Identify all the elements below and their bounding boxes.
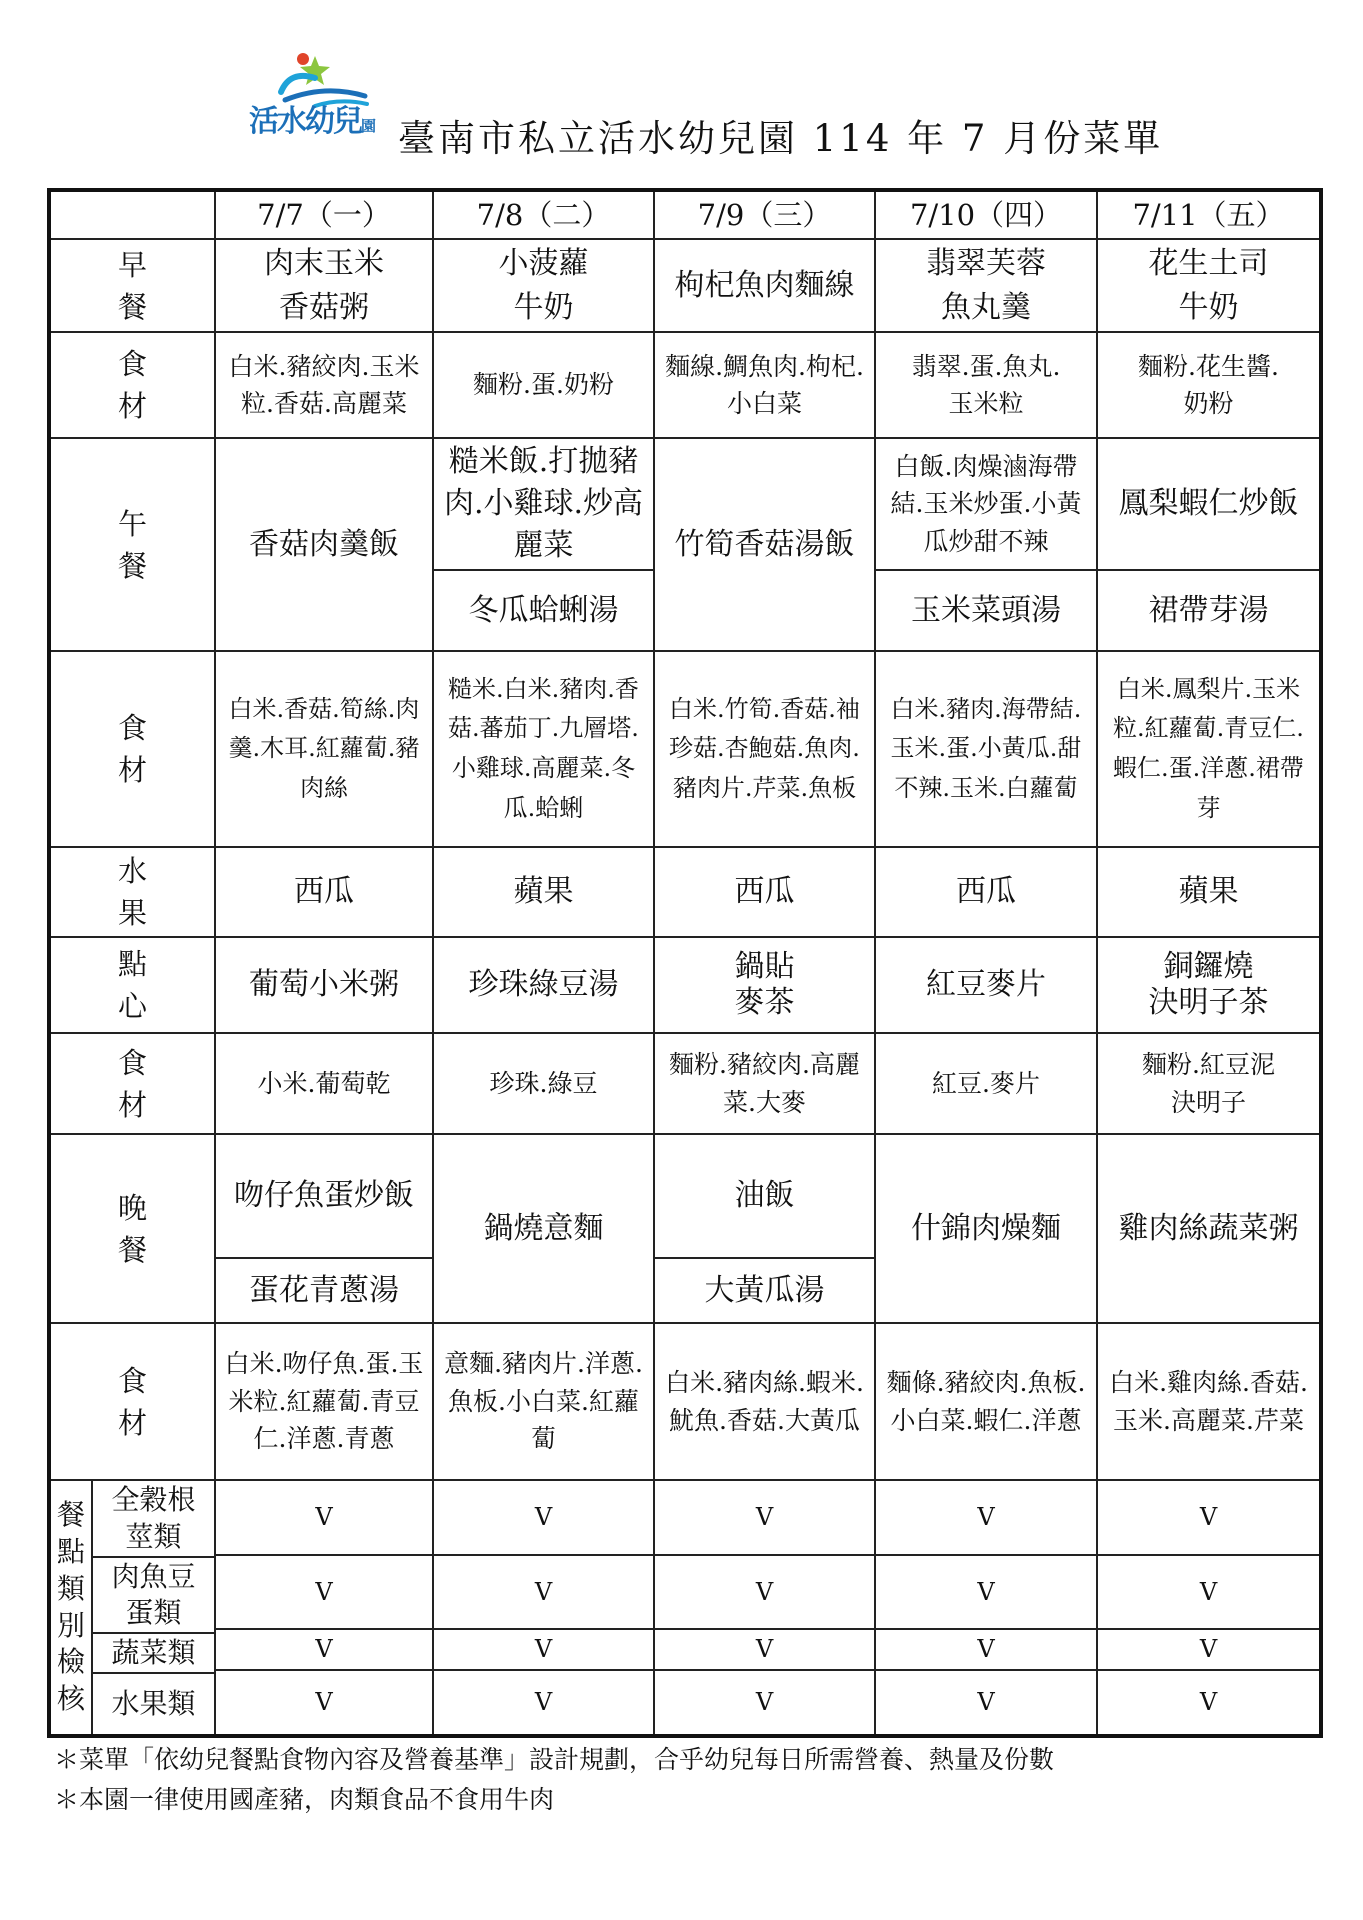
check-group-label [51,1481,93,1734]
footnote-pork: ＊本園一律使用國產豬，肉類食品不食用牛肉 [54,1785,555,1814]
ingredient-list: 麵條.豬絞肉.魚板.小白菜.蝦仁.洋蔥 [875,1323,1097,1480]
ingredient-list: 麵粉.豬絞肉.高麗菜.大麥 [654,1033,875,1134]
check-section-label [49,1480,215,1736]
snack-item: 銅鑼燒 決明子茶 [1097,937,1321,1033]
breakfast-row [49,239,1321,332]
ingredient-list: 白米.豬絞肉.玉米粒.香菇.高麗菜 [215,332,433,438]
lunch-soup: 玉米菜頭湯 [875,570,1097,651]
snack-item: 葡萄小米粥 [215,937,433,1033]
ingredient-list: 白米.豬肉.海帶結.玉米.蛋.小黃瓜.甜不辣.玉米.白蘿蔔 [875,651,1097,847]
ingredient-list: 麵粉.花生醬. 奶粉 [1097,332,1321,438]
check-row-veg [49,1629,1321,1670]
day-header: 7/10（四） [875,190,1097,239]
lunch-main-row [49,438,1321,570]
check-row-protein [49,1555,1321,1629]
check-label-protein: 肉魚豆 蛋類 [93,1558,214,1634]
check-mark: V [215,1629,433,1670]
check-mark: V [433,1555,654,1629]
check-mark: V [215,1670,433,1736]
check-label-veg: 蔬菜類 [93,1634,214,1674]
snack-item: 珍珠綠豆湯 [433,937,654,1033]
fruit-row [49,847,1321,937]
check-group-text: 餐點類別檢核 [56,1497,85,1716]
dinner-soup: 大黃瓜湯 [654,1258,875,1323]
breakfast-item: 翡翠芙蓉 魚丸羹 [875,239,1097,332]
logo-text: 活水幼兒園 [249,104,377,139]
day-header: 7/7（一） [215,190,433,239]
check-label-fruit: 水果類 [111,1686,196,1720]
dinner-soup: 蛋花青蔥湯 [215,1258,433,1323]
dinner-main-dish: 油飯 [654,1134,875,1258]
check-mark: V [654,1555,875,1629]
kindergarten-logo [245,52,385,144]
row-label-ingredients: 食 材 [49,332,215,438]
check-mark: V [654,1480,875,1555]
lunch-item: 竹筍香菇湯飯 [654,438,875,651]
check-mark: V [875,1480,1097,1555]
row-label-snack: 點 心 [49,937,215,1033]
fruit-item: 西瓜 [654,847,875,937]
dinner-item: 什錦肉燥麵 [875,1134,1097,1323]
ingredient-list: 麵粉.紅豆泥 決明子 [1097,1033,1321,1134]
fruit-item: 蘋果 [1097,847,1321,937]
check-mark: V [1097,1480,1321,1555]
breakfast-item: 肉末玉米 香菇粥 [215,239,433,332]
dinner-main-row [49,1134,1321,1258]
lunch-main-dish: 白飯.肉燥滷海帶結.玉米炒蛋.小黃瓜炒甜不辣 [875,438,1097,570]
ingredient-list: 白米.雞肉絲.香菇.玉米.高麗菜.芹菜 [1097,1323,1321,1480]
check-row-grain [49,1480,1321,1555]
check-mark: V [875,1670,1097,1736]
dinner-item: 鍋燒意麵 [433,1134,654,1323]
lunch-soup: 裙帶芽湯 [1097,570,1321,651]
row-label-ingredients: 食 材 [49,1033,215,1134]
check-mark: V [433,1480,654,1555]
ingredient-list: 珍珠.綠豆 [433,1033,654,1134]
breakfast-item: 枸杞魚肉麵線 [654,239,875,332]
menu-table [47,188,1323,1738]
snack-row [49,937,1321,1033]
ingredient-list: 白米.吻仔魚.蛋.玉米粒.紅蘿蔔.青豆仁.洋蔥.青蔥 [215,1323,433,1480]
row-label-ingredients: 食 材 [49,651,215,847]
lunch-main-dish: 糙米飯.打拋豬肉.小雞球.炒高麗菜 [433,438,654,570]
day-header: 7/9（三） [654,190,875,239]
row-label-dinner: 晚 餐 [49,1134,215,1323]
ingredient-list: 白米.鳳梨片.玉米粒.紅蘿蔔.青豆仁.蝦仁.蛋.洋蔥.裙帶芽 [1097,651,1321,847]
snack-item: 鍋貼 麥茶 [654,937,875,1033]
check-mark: V [875,1555,1097,1629]
check-mark: V [1097,1629,1321,1670]
ingredient-list: 紅豆.麥片 [875,1033,1097,1134]
ingredient-list: 白米.豬肉絲.蝦米.魷魚.香菇.大黃瓜 [654,1323,875,1480]
ingredient-list: 翡翠.蛋.魚丸. 玉米粒 [875,332,1097,438]
page-title: 臺南市私立活水幼兒園 114 年 7 月份菜單 [398,117,1164,160]
lunch-item: 香菇肉羹飯 [215,438,433,651]
dinner-ingredients-row [49,1323,1321,1480]
lunch-ingredients-row [49,651,1321,847]
breakfast-item: 小菠蘿 牛奶 [433,239,654,332]
check-label-grain: 全穀根 莖類 [93,1481,214,1558]
fruit-item: 西瓜 [875,847,1097,937]
snack-item: 紅豆麥片 [875,937,1097,1033]
check-mark: V [654,1629,875,1670]
check-row-fruit [49,1670,1321,1736]
check-mark: V [215,1480,433,1555]
corner-cell-blank [49,190,215,239]
dinner-main-dish: 吻仔魚蛋炒飯 [215,1134,433,1258]
ingredient-list: 麵線.鯛魚肉.枸杞.小白菜 [654,332,875,438]
fruit-item: 蘋果 [433,847,654,937]
ingredient-list: 小米.葡萄乾 [215,1033,433,1134]
check-mark: V [215,1555,433,1629]
check-mark: V [654,1670,875,1736]
fruit-item: 西瓜 [215,847,433,937]
check-mark: V [433,1670,654,1736]
date-header-row [49,190,1321,239]
footnote-nutrition: ＊菜單「依幼兒餐點食物內容及營養基準」設計規劃，合乎幼兒每日所需營養、熱量及份數 [54,1745,1055,1774]
check-mark: V [875,1629,1097,1670]
check-mark: V [1097,1670,1321,1736]
check-mark: V [433,1629,654,1670]
ingredient-list: 糙米.白米.豬肉.香菇.蕃茄丁.九層塔.小雞球.高麗菜.冬瓜.蛤蜊 [433,651,654,847]
snack-ingredients-row [49,1033,1321,1134]
row-label-ingredients: 食 材 [49,1323,215,1480]
ingredient-list: 麵粉.蛋.奶粉 [433,332,654,438]
breakfast-ingredients-row [49,332,1321,438]
day-header: 7/11（五） [1097,190,1321,239]
lunch-main-dish: 鳳梨蝦仁炒飯 [1097,438,1321,570]
check-mark: V [1097,1555,1321,1629]
dinner-item: 雞肉絲蔬菜粥 [1097,1134,1321,1323]
ingredient-list: 白米.竹筍.香菇.袖珍菇.杏鮑菇.魚肉.豬肉片.芹菜.魚板 [654,651,875,847]
row-label-breakfast: 早 餐 [49,239,215,332]
ingredient-list: 白米.香菇.筍絲.肉羹.木耳.紅蘿蔔.豬肉絲 [215,651,433,847]
breakfast-item: 花生土司 牛奶 [1097,239,1321,332]
row-label-fruit: 水 果 [49,847,215,937]
day-header: 7/8（二） [433,190,654,239]
lunch-soup: 冬瓜蛤蜊湯 [433,570,654,651]
row-label-lunch: 午 餐 [49,438,215,651]
ingredient-list: 意麵.豬肉片.洋蔥.魚板.小白菜.紅蘿蔔 [433,1323,654,1480]
